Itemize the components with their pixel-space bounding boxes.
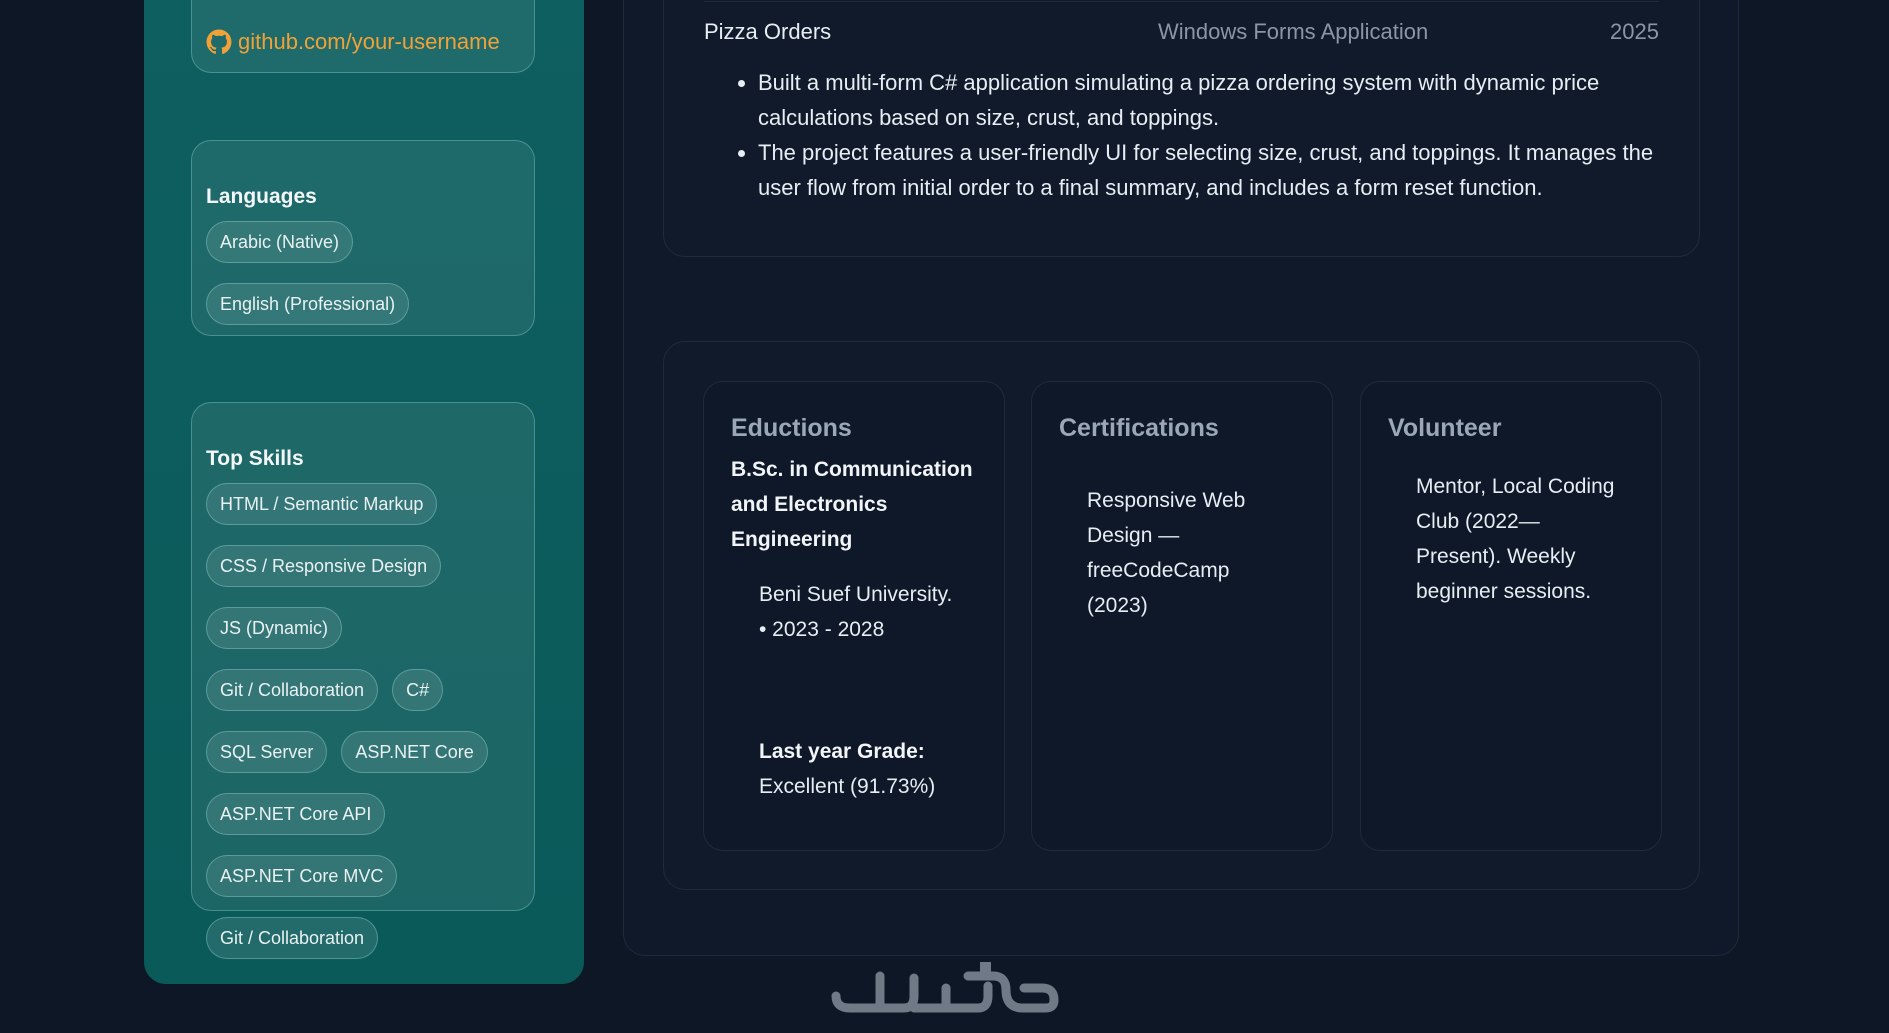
languages-title: Languages [206,185,317,208]
project-bullet: • Built a multi-form C# application simulating a pizza ordering system with dynamic price calculations based on size, crust, and toppings. [758,65,1658,135]
github-link[interactable] [206,29,500,55]
project-year: 2025 [1610,19,1659,44]
skill-pill: C# [392,669,443,711]
project-bullets [704,65,1658,205]
skill-pill: ASP.NET Core MVC [206,855,397,897]
education-section [663,341,1700,890]
project-card [663,0,1700,257]
skill-pill: CSS / Responsive Design [206,545,441,587]
github-icon [206,29,232,55]
skill-pill: Git / Collaboration [206,669,378,711]
skills-card [191,402,535,948]
divider [704,1,1659,2]
skill-pill: SQL Server [206,731,327,773]
project-header [704,19,1659,49]
grade-value: Excellent (91.73%) [759,775,936,798]
education-school: Beni Suef University. • 2023 - 2028 [759,583,953,641]
contact-card [191,0,535,73]
skill-pill: ASP.NET Core API [206,793,385,835]
project-type: Windows Forms Application [1158,19,1429,44]
education-degree: B.Sc. in Communication and Electronics Engineering [731,458,973,551]
education-title: Eductions [731,414,852,442]
khamsat-watermark-logo [828,958,1060,1014]
project-name: Pizza Orders [704,19,832,44]
skills-list [206,483,520,959]
skill-pill: Git / Collaboration [206,917,378,959]
language-pill: Arabic (Native) [206,221,353,263]
certification-item: Responsive Web Design — freeCodeCamp (2023) [1087,489,1246,617]
languages-list [206,221,520,325]
skill-pill: JS (Dynamic) [206,607,342,649]
education-card [703,381,1005,851]
volunteer-item: Mentor, Local Coding Club (2022—Present). Weekly beginner sessions. [1416,475,1615,603]
volunteer-card [1360,381,1662,851]
skill-pill: HTML / Semantic Markup [206,483,437,525]
skill-pill: ASP.NET Core [341,731,487,773]
certifications-title: Certifications [1059,414,1219,442]
project-bullet: • The project features a user-friendly UI for selecting size, crust, and toppings. It manages the user flow from initial order to a final summary, and includes a form reset function. [758,135,1658,205]
sidebar [144,0,584,984]
language-pill: English (Professional) [206,283,409,325]
github-link-text: github.com/your-username [238,29,500,54]
volunteer-title: Volunteer [1388,414,1502,442]
grade-label: Last year Grade: [759,740,925,763]
skills-title: Top Skills [206,447,304,470]
education-grade [759,734,979,804]
certifications-card [1031,381,1333,851]
languages-card [191,140,535,336]
